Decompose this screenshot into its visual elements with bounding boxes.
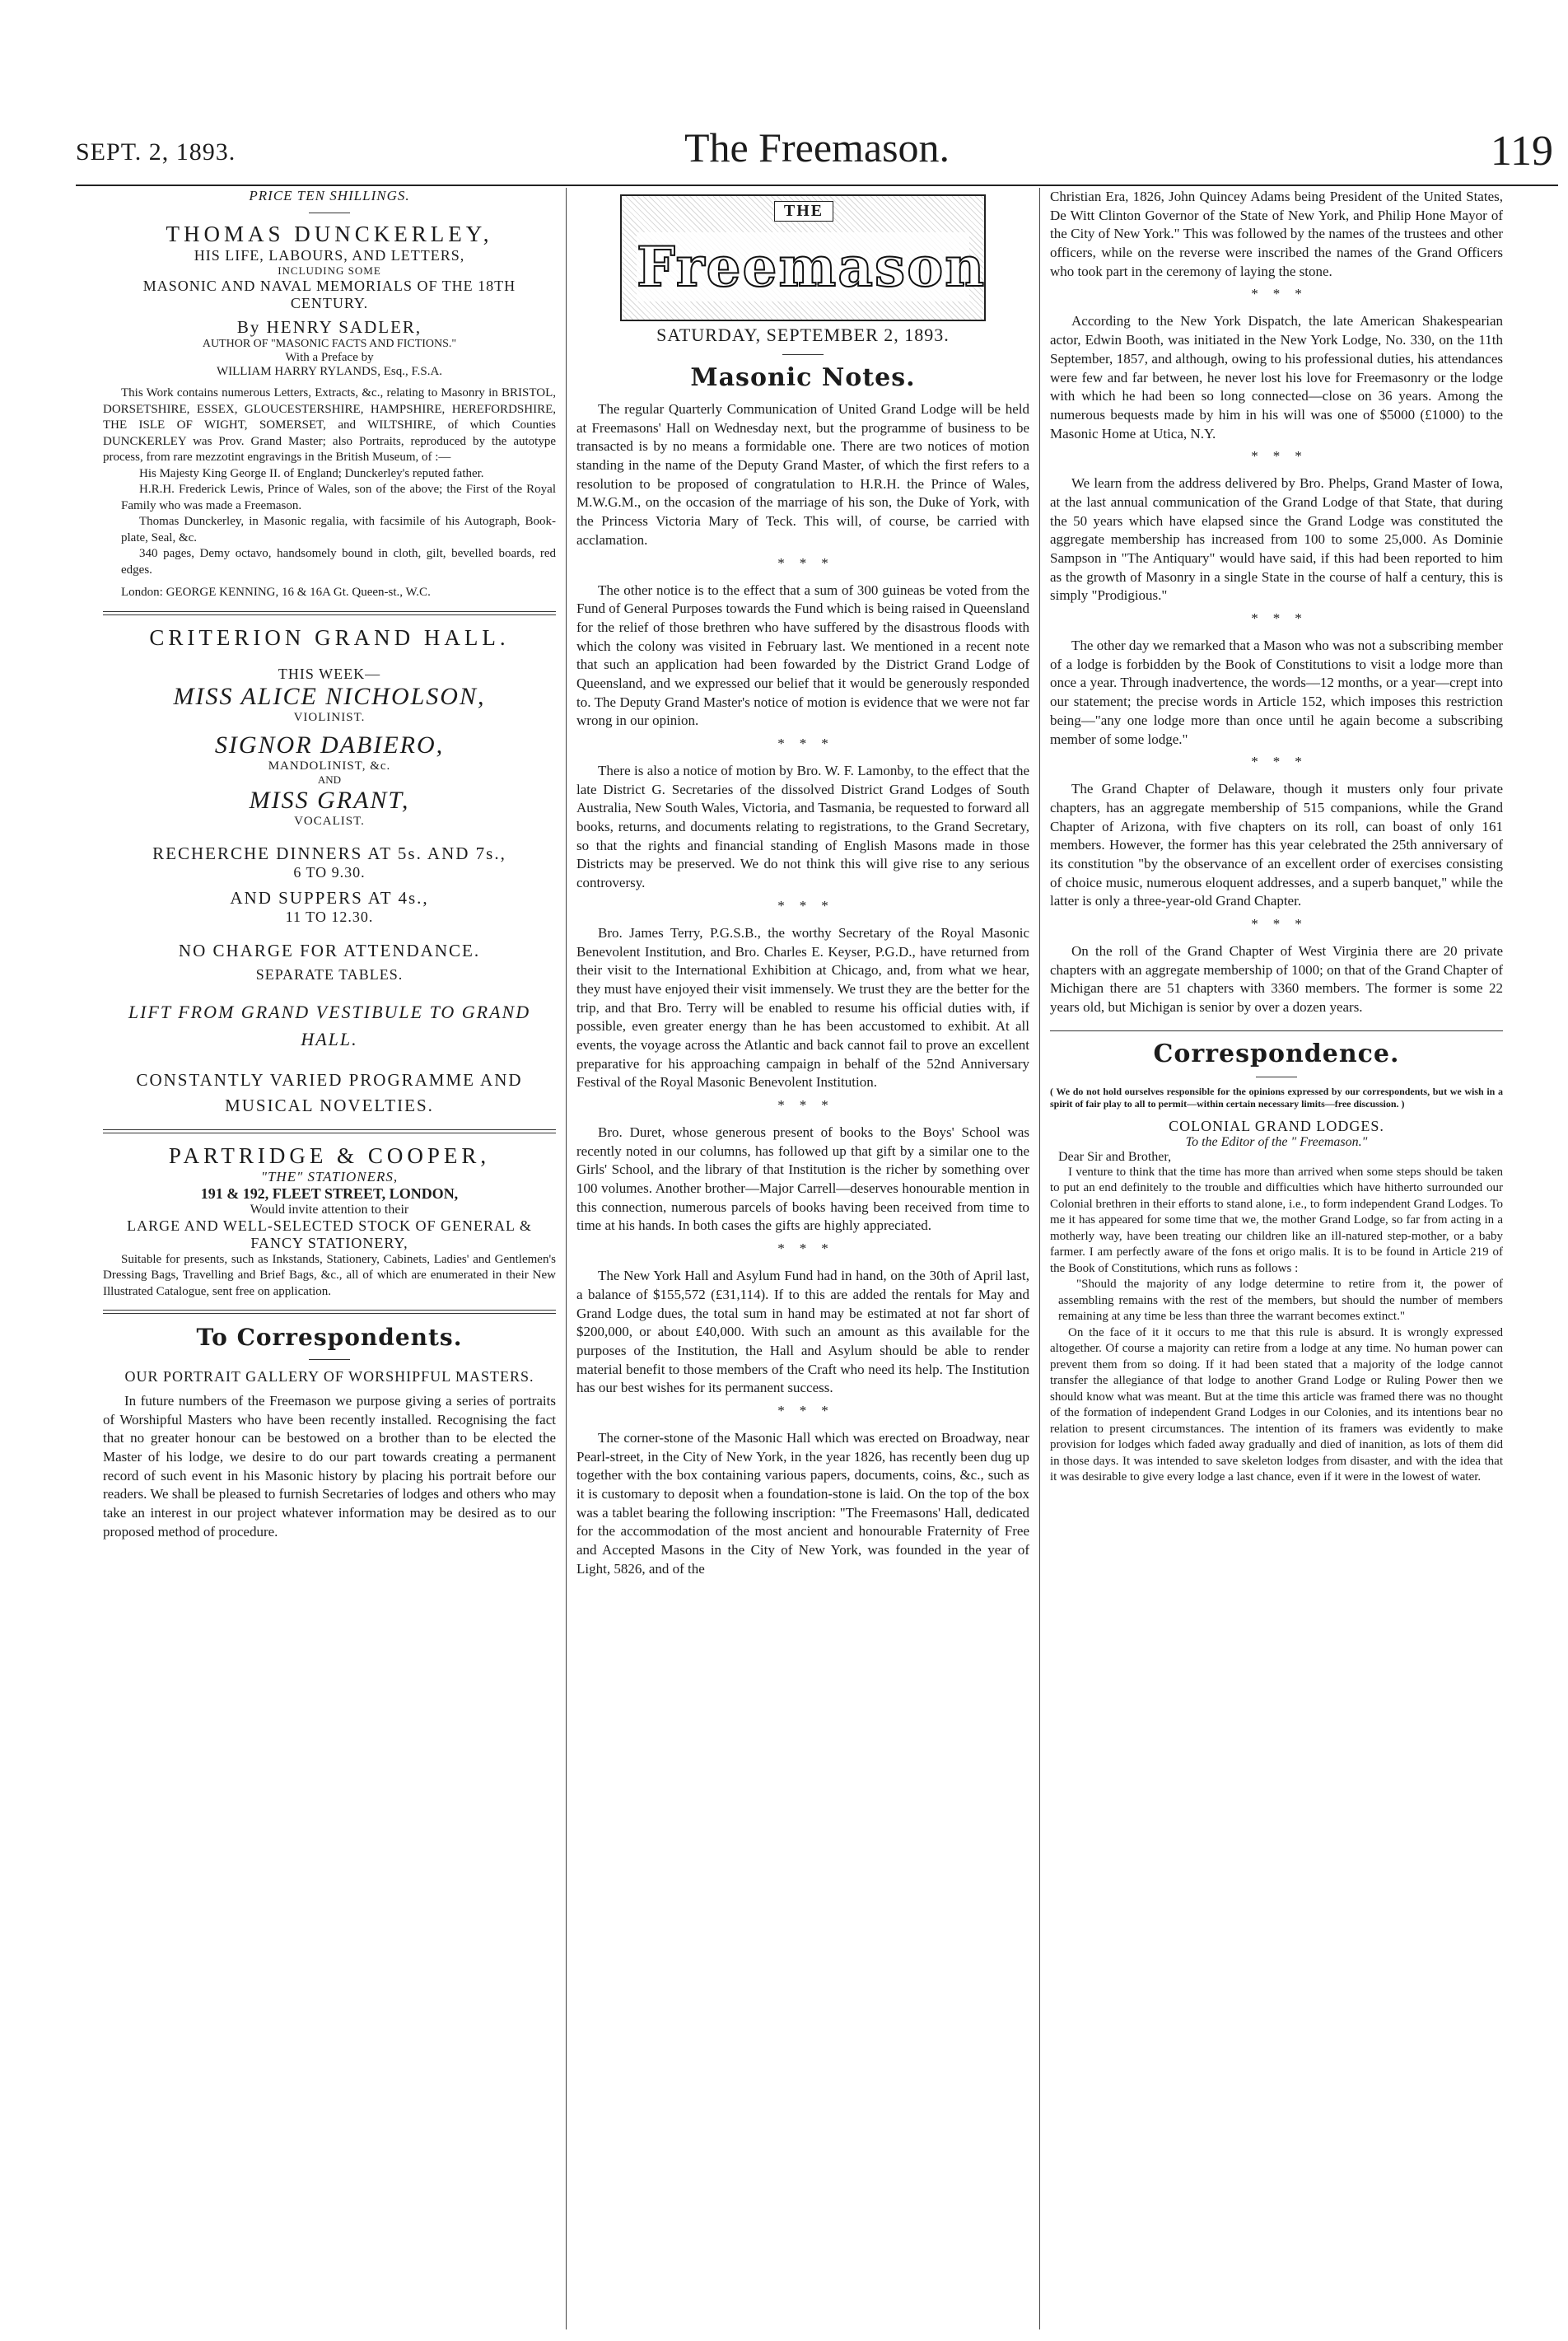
letter-to-editor: To the Editor of the " Freemason." <box>1185 1134 1368 1149</box>
asterism: *** <box>777 897 843 914</box>
dateline: SATURDAY, SEPTEMBER 2, 1893. <box>656 325 950 345</box>
note-paragraph-7: The corner-stone of the Masonic Hall which was erected on Broadway, near Pearl-street, in the City of New York, in the year 1826, has recently been dug up together with the box containing various papers, documents, coins, &c., such as it is customary to deposit when a foundation-stone is laid. On the top of the box was a tablet bearing the following inscription: "The Freemasons' Hall, dedicated for the accommodation of the most ancient and honourable Fraternity of Free and Accepted Masons in the City of New York, was founded in the year of Light, 5826, and of the <box>576 1429 1029 1577</box>
partridge-subtitle: "THE" STATIONERS, <box>260 1168 399 1185</box>
book-title: THOMAS DUNCKERLEY, <box>166 222 493 246</box>
correspondents-body: In future numbers of the Freemason we purpose giving a series of portraits of Worshipful Masters who have been recently installed. Recognising the fact that no greater honour can be bestowed on a brother than to be elected the Master of his lodge, we desire to do our part towards creating a permanent record of such event in his Masonic history by placing his portrait before our readers. We shall be pleased to furnish Secretaries of lodges and others who may take an interest in our project whatever information may be desired as to our proposed method of procedure. <box>103 1393 556 1540</box>
book-portrait-1: His Majesty King George II. of England; Dunckerley's reputed father. <box>139 466 484 480</box>
note-paragraph-11: The other day we remarked that a Mason who was not a subscribing member of a lodge is forbidden by the Book of Constitutions to visit a lodge more than once a year. Through inadvertence, the words—12 months, or a year—crept into our statement; the precise words in Article 152, which imposes this restriction being—"any one lodge more than once until he again become a subscribing member of some lodge." <box>1050 638 1503 747</box>
book-including: INCLUDING SOME <box>278 264 381 277</box>
letter-salutation: Dear Sir and Brother, <box>1058 1149 1172 1164</box>
book-advertisement <box>103 222 556 601</box>
correspondence-section <box>1050 1040 1503 1486</box>
masthead-word: Freemason <box>637 232 969 301</box>
price-line: PRICE TEN SHILLINGS. <box>249 188 410 203</box>
asterism: *** <box>1251 286 1317 302</box>
book-portrait-3: Thomas Dunckerley, in Masonic regalia, with facsimile of his Autograph, Book-plate, Seal, &c. <box>121 515 556 544</box>
divider <box>1050 1030 1503 1031</box>
column-rule-2 <box>1039 188 1040 2329</box>
partridge-advertisement <box>103 1143 556 1301</box>
letter-quote: "Should the majority of any lodge determine to retire from it, the power of assembling remains with the rest of the members, but should the number of members remaining at any time be less than three the warrant becomes extinct." <box>1058 1278 1503 1324</box>
letter-title: COLONIAL GRAND LODGES. <box>1169 1117 1384 1134</box>
column-rule-1 <box>566 188 567 2329</box>
criterion-lift: LIFT FROM GRAND VESTIBULE TO GRAND HALL. <box>128 1001 531 1049</box>
letter-paragraph-1: I venture to think that the time has more than arrived when some steps should be taken to put an end definitely to the trouble and difficulties which have hitherto surrounded our Colonial brethren in their efforts to stand alone, i.e., to form independent Grand Lodges. To me it has appeared for some time that we, the mother Grand Lodge, so far from acting in a motherly way, have been treating our children like an ill-natured step-mother, or a baby farmer. I am perfectly aware of the fons et origo malis. It is to be found in Article 219 of the Book of Constitutions, which runs as follows : <box>1050 1165 1503 1275</box>
asterism: *** <box>777 1241 843 1257</box>
criterion-dinners-time: 6 TO 9.30. <box>293 863 366 881</box>
correspondence-title: Correspondence. <box>1153 1039 1400 1068</box>
divider <box>103 1129 556 1133</box>
asterism: *** <box>777 736 843 751</box>
note-paragraph-12: The Grand Chapter of Delaware, though it musters only four private chapters, has an aggregate membership of 515 companions, while the Grand Chapter of Arizona, with five chapters on its roll, can boast of only 161 members. However, the former has this year celebrated the 25th anniversary of its constitution "by the observance of an excellent order of exercises consisting of choice music, numerous eloquent addresses, and a superb banquet," while the latter is only a three-year-old Grand Chapter. <box>1050 781 1503 909</box>
note-paragraph-8: Christian Era, 1826, John Quincey Adams being President of the United States, De Witt Clinton Governor of the State of New York, and Philip Hone Mayor of the City of New York." This was followed by the names of the trustees and other officers, while on the reverse were inscribed the names of the Grand Officers who took part in the ceremony of laying the stone. <box>1050 189 1503 279</box>
criterion-act-1-role: VIOLINIST. <box>293 710 366 724</box>
note-paragraph-5: Bro. Duret, whose generous present of books to the Boys' School was recently noted in our columns, has followed up that gift by a similar one to the Girls' School, and the library of that Institution is the richer by something over 100 volumes. Another brother—Major Carrell—deserves honourable mention in this connection, numerous parcels of books having been received from time to time at his hands. In both cases the gifts are highly appreciated. <box>576 1124 1029 1234</box>
criterion-act-1: MISS ALICE NICHOLSON, <box>173 682 486 710</box>
column-2-masonic-notes <box>576 188 1029 2329</box>
correspondents-section <box>103 1324 556 1542</box>
note-paragraph-9: According to the New York Dispatch, the late American Shakespearian actor, Edwin Booth, was initiated in the New York Lodge, No. 330, on the 11th September, 1857, and although, owing to his professional duties, his attendances were few and far between, he never lost his love for Freemasonry or the lodge with which he had been so long connected—close on 36 years. Among the numerous bequests made by him in his will was one of $5000 (£1000) to the Masonic Home at Utica, N.Y. <box>1050 313 1503 442</box>
note-paragraph-2: The other notice is to the effect that a sum of 300 guineas be voted from the Fund of General Purposes towards the Fund which is being raised in Queensland for the relief of those brethren who have suffered by the disastrous floods with which the colony was visited in February last. We mentioned in a recent note that such an application had been fowarded by the District Grand Lodge of Queensland, and we expressed our belief that it would be generously responded to. The Deputy Grand Master's notice of motion is evidence that we were not far wrong in our opinion. <box>576 582 1029 729</box>
page-number: 119 <box>1490 128 1553 175</box>
partridge-stock: LARGE AND WELL-SELECTED STOCK OF GENERAL & FANCY STATIONERY, <box>127 1217 532 1251</box>
asterism: *** <box>777 1402 843 1418</box>
book-format: 340 pages, Demy octavo, handsomely bound in cloth, gilt, bevelled boards, red edges. <box>121 547 556 577</box>
divider <box>309 1359 350 1360</box>
criterion-act-2: SIGNOR DABIERO, <box>214 731 445 759</box>
book-author-of: AUTHOR OF "MASONIC FACTS AND FICTIONS." <box>202 338 457 350</box>
column-1-advertisements <box>103 188 556 2329</box>
correspondents-subtitle: OUR PORTRAIT GALLERY OF WORSHIPFUL MASTERS. <box>124 1368 534 1385</box>
book-memorials: MASONIC AND NAVAL MEMORIALS OF THE 18TH CENTURY. <box>142 278 516 311</box>
header-title: The Freemason. <box>684 124 950 171</box>
criterion-this-week: THIS WEEK— <box>278 665 381 682</box>
criterion-advertisement <box>103 625 556 1119</box>
book-author: By HENRY SADLER, <box>236 317 422 337</box>
note-paragraph-4: Bro. James Terry, P.G.S.B., the worthy Secretary of the Royal Masonic Benevolent Institution, and Bro. Charles E. Keyser, P.G.D., have returned from their visit to the International Exhibition at Chicago, and, from what we hear, they must have enjoyed their visit immensely. We trust they are the better for the trip, and that Bro. Terry will be enabled to resume his official duties with, if possible, even greater energy than he has been accustomed to exhibit. At all events, the voyage across the Atlantic and back cannot fail to prove an excellent preparative for his approaching campaign in behalf of the 52nd Anniversary Festival of the Royal Masonic Benevolent Institution. <box>576 924 1029 1091</box>
asterism: *** <box>777 1097 843 1113</box>
masonic-notes-title: Masonic Notes. <box>690 363 916 392</box>
column-3-notes-and-correspondence <box>1050 188 1503 2329</box>
book-description: This Work contains numerous Letters, Extracts, &c., relating to Masonry in BRISTOL, DORSETSHIRE, ESSEX, GLOUCESTERSHIRE, HAMPSHIRE, HEREFORDSHIRE, THE ISLE OF WIGHT, SOMERSET, and WILTSHIRE, of which Counties DUNCKERLEY was Prov. Grand Master; also Portraits, reproduced by the autotype process, from rare mezzotint engravings in the British Museum, of :— <box>103 386 556 464</box>
criterion-no-charge: NO CHARGE FOR ATTENDANCE. <box>178 940 481 960</box>
criterion-act-2-role: MANDOLINIST, &c. <box>268 759 391 773</box>
asterism: *** <box>1251 448 1317 465</box>
divider <box>782 354 824 355</box>
asterism: *** <box>1251 916 1317 932</box>
masthead-the: THE <box>774 201 833 222</box>
letter-paragraph-2: On the face of it it occurs to me that this rule is absurd. It is wrongly expressed altogether. Of course a majority can retire from a lodge at any time. No human power can prevent them from so doing. If it had been stated that a majority of the lodge cannot transfer the allegiance of that lodge to another Grand Lodge or Ruling Power then we should know what was meant. But at the time this article was framed there was no thought of the formation of independent Grand Lodges in our Colonies, and its intentions bear no relation to present circumstances. The intention of its framers was evidently to make provision for lodges which faded away gradually and died of inanition, as lots of them did in those days. It was intended to save skeleton lodges from disaster, and with the idea that it was desirable to give every lodge a last chance, even if it were in the lowest of water. <box>1050 1325 1503 1484</box>
partridge-title: PARTRIDGE & COOPER, <box>168 1142 491 1168</box>
note-paragraph-13: On the roll of the Grand Chapter of West Virginia there are 20 private chapters with an aggregate membership of 1000; on that of the Grand Chapter of Michigan there are 51 chapters with 3360 members. The former is some 22 years old, but Michigan is senior by over a dozen years. <box>1050 943 1503 1016</box>
correspondence-disclaimer: ( We do not hold ourselves responsible for the opinions expressed by our correspondents, but we wish in a spirit of fair play to all to permit—within certain necessary limits—free discussion. ) <box>1050 1085 1503 1110</box>
criterion-suppers-time: 11 TO 12.30. <box>285 908 374 925</box>
header-rule <box>76 185 1558 186</box>
criterion-tables: SEPARATE TABLES. <box>255 965 404 983</box>
criterion-suppers: AND SUPPERS AT 4s., <box>230 887 429 908</box>
partridge-body: Suitable for presents, such as Inkstands, Stationery, Cabinets, Ladies' and Gentlemen's Dressing Bags, Travelling and Brief Bags, &c., all of which are enumerated in their New Illustrated Catalogue, sent free on application. <box>103 1252 556 1298</box>
divider <box>103 611 556 615</box>
asterism: *** <box>1251 754 1317 770</box>
asterism: *** <box>777 554 843 571</box>
asterism: *** <box>1251 610 1317 627</box>
criterion-act-3-role: VOCALIST. <box>294 814 365 828</box>
criterion-programme: CONSTANTLY VARIED PROGRAMME AND MUSICAL NOVELTIES. <box>136 1069 523 1115</box>
note-paragraph-1: The regular Quarterly Communication of United Grand Lodge will be held at Freemasons' Hall on Wednesday next, but the programme of business to be transacted is by no means a formidable one. There are two notices of motion standing in the name of the Deputy Grand Master, of which the first refers to a resolution to be proposed of congratulation to H.R.H. the Prince of Wales, M.W.G.M., on the occasion of the marriage of his son, the Duke of York, with the Princess Victoria Mary of Teck. This will, of course, be carried with acclamation. <box>576 401 1029 548</box>
book-preface-by: WILLIAM HARRY RYLANDS, Esq., F.S.A. <box>216 365 443 378</box>
divider <box>103 1310 556 1314</box>
page-header <box>76 124 1558 189</box>
book-subtitle: HIS LIFE, LABOURS, AND LETTERS, <box>194 247 465 264</box>
book-preface: With a Preface by <box>285 351 374 364</box>
note-paragraph-10: We learn from the address delivered by Bro. Phelps, Grand Master of Iowa, at the last annual communication of the Grand Lodge of that State, that during the 50 years which have elapsed since the Grand Lodge was constituted the aggregate membership has increased from 100 to some 25,000. As Dominie Sampson in "The Antiquary" would have said, if this had been reported to him as the growth of Masonry in a single State in the course of half a century, this is simply "Prodigious." <box>1050 475 1503 604</box>
criterion-dinners: RECHERCHE DINNERS AT 5s. AND 7s., <box>152 843 506 863</box>
partridge-invite: Would invite attention to their <box>250 1202 409 1217</box>
note-paragraph-6: The New York Hall and Asylum Fund had in hand, on the 30th of April last, a balance of $155,572 (£31,114). If to this are added the rentals for May and Grand Lodge dues, the total sum in hand may be estimated at not far short of $200,000, or about £40,000. With such an amount as this available for the purposes of the Institution, the Hall and Asylum should be able to render material benefit to those members of the Craft who need its help. The Institution has our best wishes for its permanent success. <box>576 1268 1029 1396</box>
partridge-address: 191 & 192, FLEET STREET, LONDON, <box>200 1185 459 1202</box>
book-portrait-2: H.R.H. Frederick Lewis, Prince of Wales, son of the above; the First of the Royal Family who was made a Freemason. <box>121 483 556 512</box>
book-publisher: London: GEORGE KENNING, 16 & 16A Gt. Queen-st., W.C. <box>121 586 431 599</box>
correspondents-title: To Correspondents. <box>196 1324 463 1351</box>
header-date: SEPT. 2, 1893. <box>76 138 236 166</box>
note-paragraph-3: There is also a notice of motion by Bro. W. F. Lamonby, to the effect that the late District G. Secretaries of the dissolved District Grand Lodges of South Australia, New South Wales, Victoria, and Tasmania, be requested to forward all books, returns, and documents relating to registrations, to the Grand Secretary, so that the rights and financial standing of English Masons made in those Districts may be preserved. We do not think this will give rise to any serious controversy. <box>576 763 1029 891</box>
criterion-and: AND <box>317 773 342 786</box>
masthead-logo <box>620 194 986 321</box>
criterion-title: CRITERION GRAND HALL. <box>149 624 510 650</box>
criterion-act-3: MISS GRANT, <box>249 786 410 814</box>
